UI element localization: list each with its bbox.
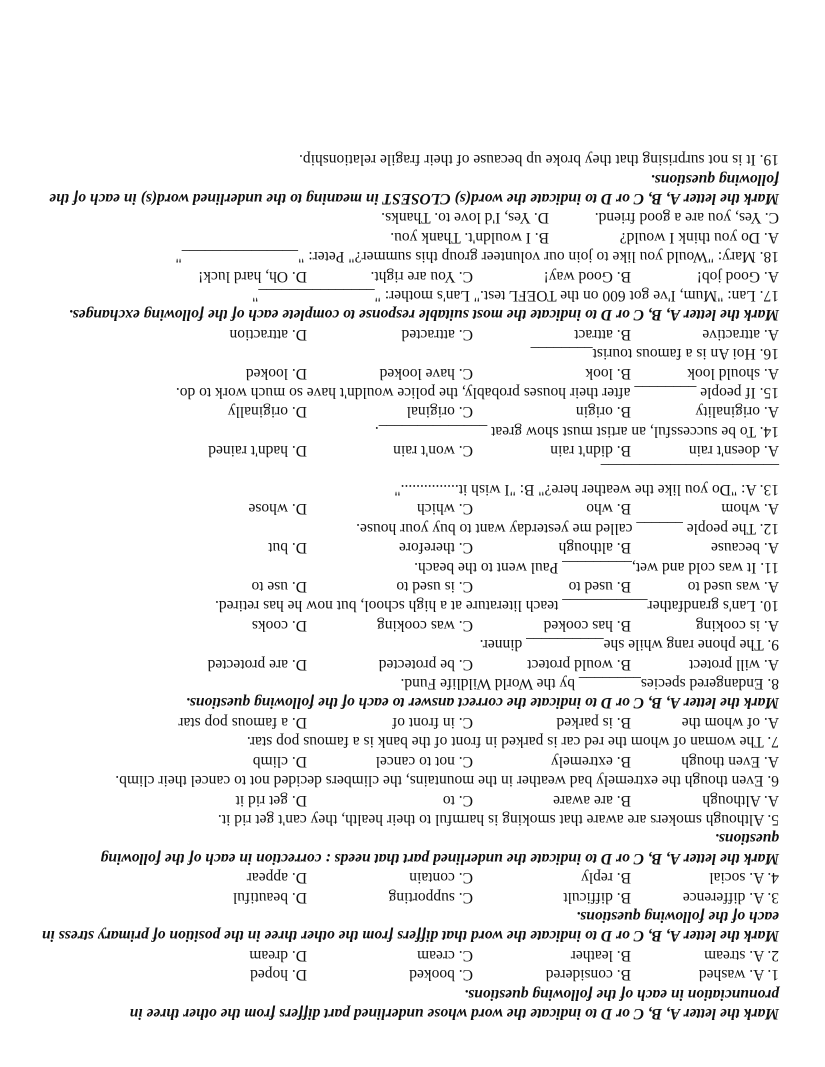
question-5-stem: 5. Although smokers are aware that smoking is harmful to their health, they can't get rid it. xyxy=(217,810,779,828)
exam-content xyxy=(39,150,779,1023)
question-15-options: A. should look B. look C. have looked D. looked xyxy=(245,364,779,382)
question-12-options: A. whom B. who C. which D. whose xyxy=(248,500,779,518)
question-10-options: A. was used to B. used to C. is used to D. use to xyxy=(251,578,779,596)
question-18-options-row1: A. Do you think I would? B. I wouldn't. Thank you. xyxy=(390,228,779,246)
question-11-options: A. because B. although C. therefore D. but xyxy=(268,539,779,557)
question-15-stem: 15. If people ________ after their houses probably, the police wouldn't have so much work to do. xyxy=(175,384,779,401)
question-1: 1. A. washed B. considered C. booked D. hoped xyxy=(250,966,779,984)
question-12-stem: 12. The people ______ called me yesterday want to buy your house. xyxy=(356,519,779,537)
question-10-stem: 10. Lan's grandfather___________ teach literature at a high school, but now he has retired. xyxy=(214,597,779,615)
section-instruction: Mark the letter A, B, C or D to indicate the word whose underlined part differs from the other three in pronunciation in each of the following questions. xyxy=(129,985,779,1022)
question-6-options: A. Even though B. extremely C. not to cancel D. climb xyxy=(252,752,779,770)
question-13-options: A. doesn't rain B. didn't rain C. won't rain D. hadn't rained xyxy=(208,442,779,460)
question-3: 3. A. difference B. difficult C. supporting D. beautiful xyxy=(232,888,779,906)
question-18-options-row2: C. Yes, you are a good friend. D. Yes, I'd love to. Thanks. xyxy=(381,209,779,227)
question-2: 2. A. stream B. leather C. cream D. dream xyxy=(249,946,779,964)
question-17-stem: 17. Lan: "Mum, I've got 600 on the TOEFL test." Lan's mother: "_______________" xyxy=(252,286,779,304)
question-18-stem: 18. Mary: "Would you like to join our volunteer group this summer?" Peter: "_______________" xyxy=(175,248,779,266)
section-instruction: Mark the letter A, B, C or D to indicate the correct answer to each of the following questions. xyxy=(185,694,779,712)
question-9-stem: 9. The phone rang while she__________ dinner. xyxy=(479,636,779,654)
question-8-options: A. will protect B. would protect C. be protected D. are protected xyxy=(207,655,779,673)
question-5-options: A. Although B. are aware C. to D. get rid it xyxy=(235,791,779,809)
section-instruction: Mark the letter A, B, C or D to indicate the most suitable response to complete each of the following exchanges. xyxy=(68,306,779,324)
question-17-options: A. Good job! B. Good way! C. You are right. D. Oh, hard luck! xyxy=(198,267,779,285)
question-4: 4. A. social B. reply C. contain D. appear xyxy=(246,869,779,887)
question-9-options: A. is cooking B. has cooked C. was cooking D. cooks xyxy=(251,616,779,634)
question-19-stem: 19. It is not surprising that they broke up because of their fragile relationship. xyxy=(299,151,779,169)
question-11-stem: 11. It was cold and wet,_________ Paul went to the beach. xyxy=(414,558,779,576)
question-13-stem: 13. A: "Do you like the weather here?" B: "I wish it..............." xyxy=(394,481,779,499)
question-16-options: A. attractive B. attract C. attracted D. attraction xyxy=(229,325,779,343)
section-instruction: Mark the letter A, B, C or D to indicate the underlined part that needs : correction in each of the following questions. xyxy=(100,830,779,867)
question-6-stem: 6. Even though the extremely bad weather in the mountains, the climbers decided not to cancel their climb. xyxy=(115,772,779,790)
question-14-stem: 14. To be successful, an artist must show great ______________. xyxy=(374,422,779,440)
question-7-options: A. of whom the B. is parked C. in front of D. a famous pop star xyxy=(178,713,779,731)
question-14-options: A. originality B. origin C. original D. originally xyxy=(227,403,779,421)
question-16-stem: 16. Hoi An is a famous tourist________ xyxy=(530,345,779,363)
section-instruction: Mark the letter A, B, C or D to indicate the word that differs from the other three in the position of primary stress in each of the following questions. xyxy=(41,907,779,945)
section-instruction: Mark the letter A, B, C or D to indicate the word(s) CLOSEST in meaning to the underlined word(s) in each of the following questions. xyxy=(49,170,779,207)
question-7-stem: 7. The woman of whom the red car is parked in front of the bank is a famous pop star. xyxy=(246,733,779,751)
question-8-stem: 8. Endangered species________ by the World Wildlife Fund. xyxy=(400,675,779,693)
question-13-blank: _______________________ xyxy=(600,461,779,479)
